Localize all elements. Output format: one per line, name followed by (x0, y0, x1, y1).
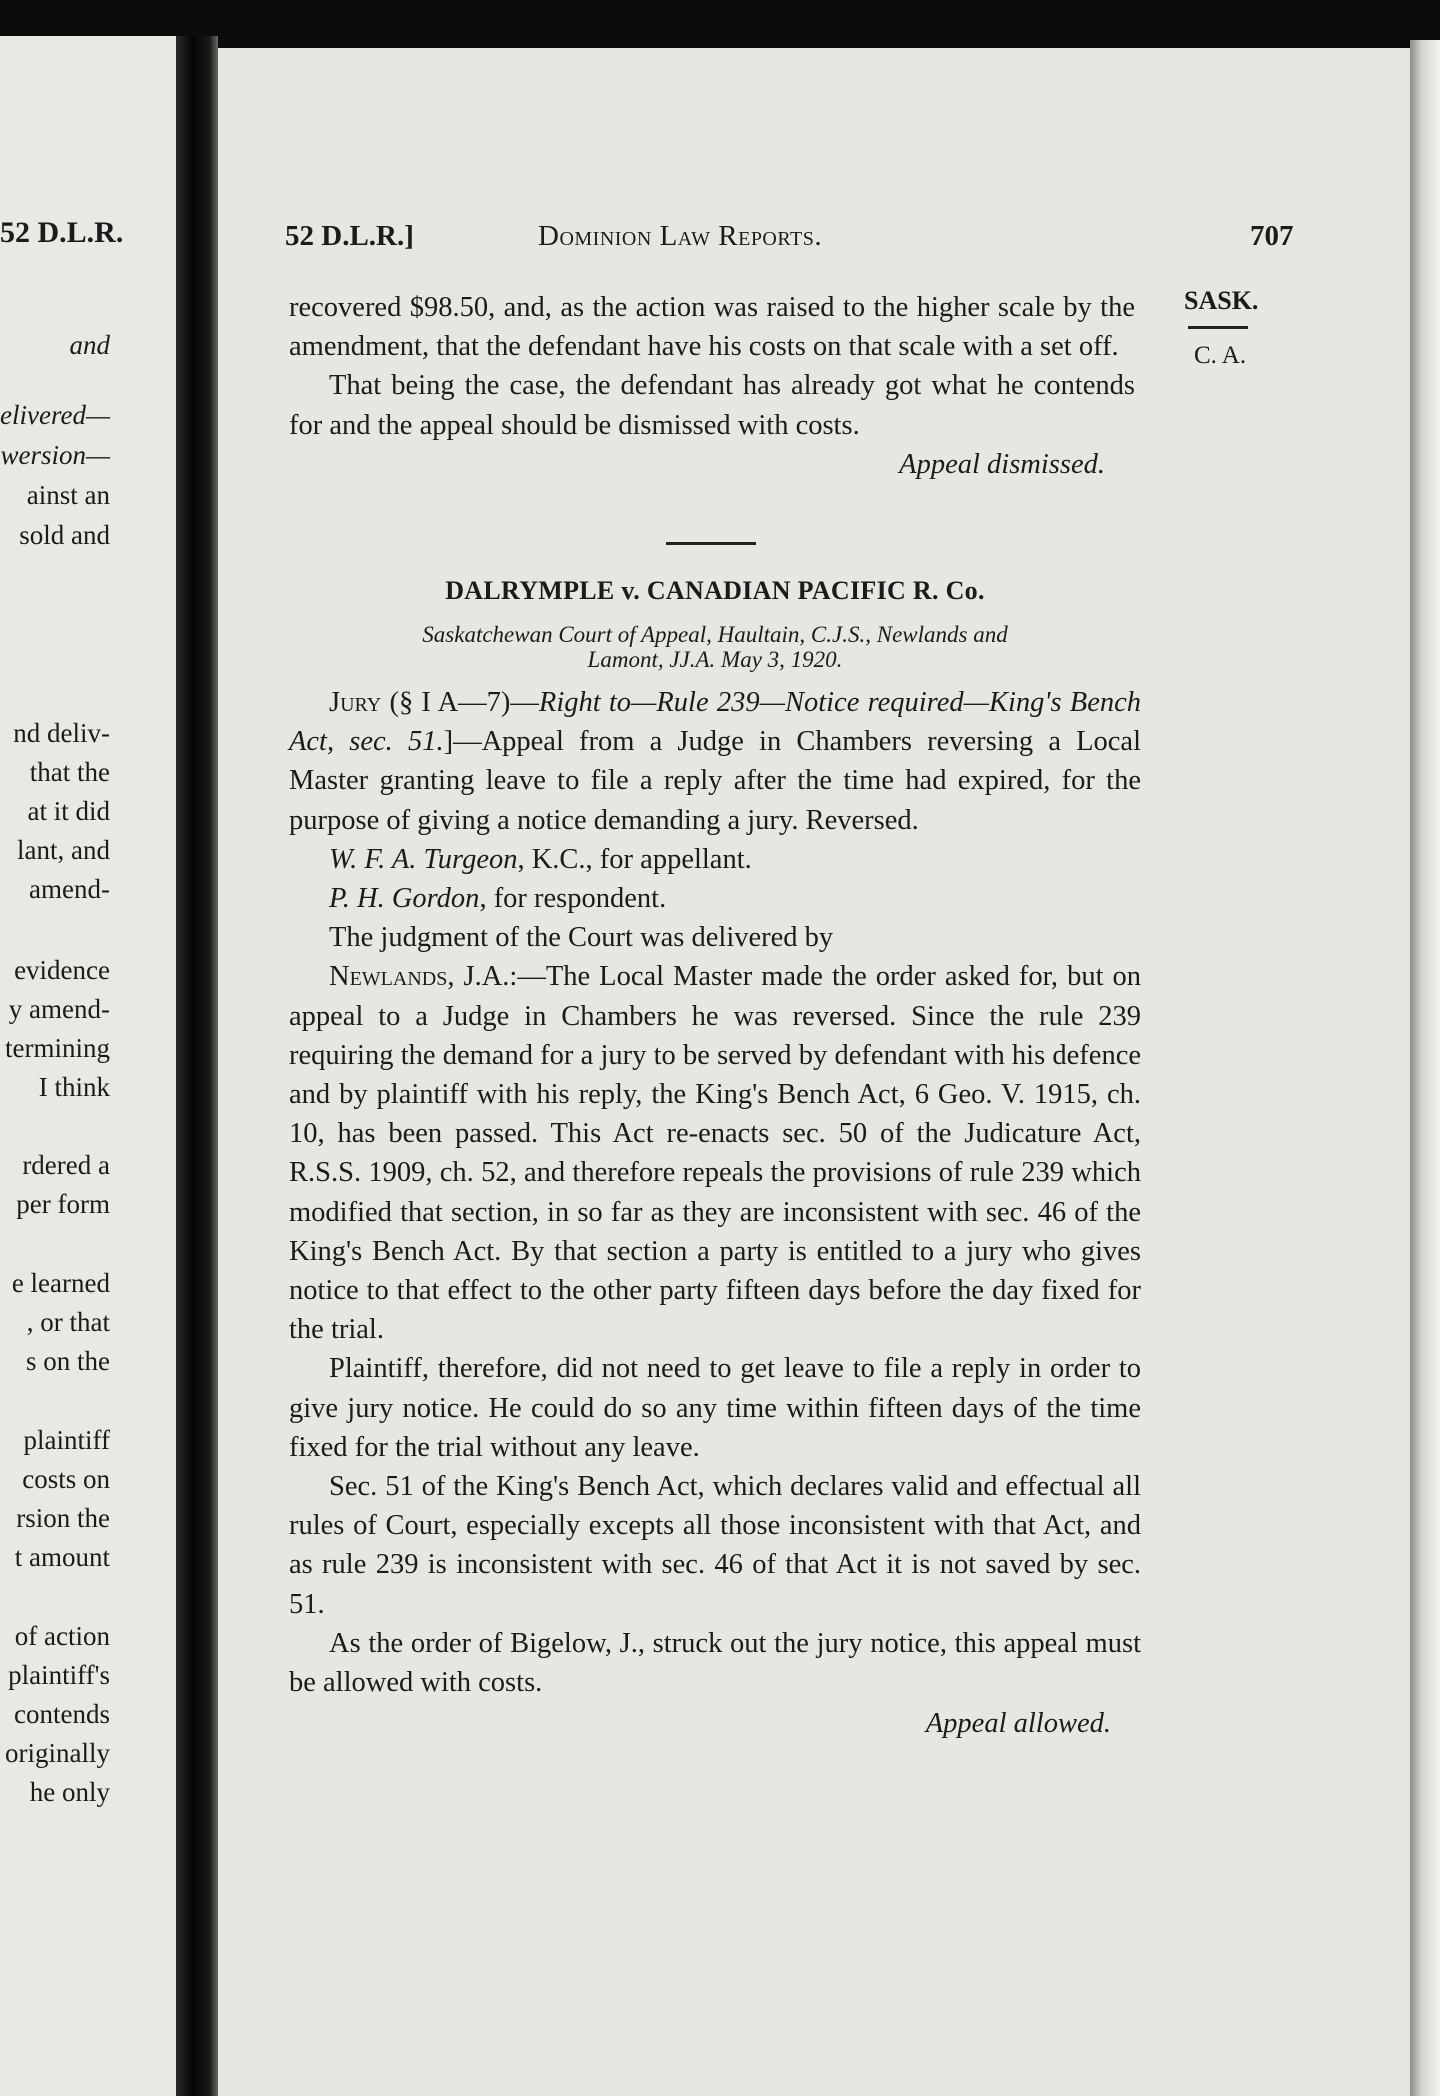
facing-page-line: nd deliv- (13, 718, 110, 748)
opinion-paragraph: Sec. 51 of the King's Bench Act, which declares valid and effectual all rules of Court, especially excepts all those inconsistent with that Act, and as rule 239 is inconsistent with sec. 46 of that Act it is not saved by sec. 51. (289, 1471, 1141, 1620)
running-head-title (538, 220, 822, 253)
facing-page-running-head: 52 D.L.R. (0, 216, 124, 249)
opinion-paragraph (289, 957, 1141, 1349)
facing-page-line: plaintiff's (8, 1660, 110, 1690)
counsel-name: P. H. Gordon (329, 883, 480, 915)
facing-page-line: that the (29, 757, 110, 787)
counsel-role: , K.C., for appellant. (517, 843, 752, 875)
facing-page-line: elivered— (0, 400, 110, 430)
margin-rule (1188, 326, 1248, 329)
opinion-text: :—The Local Master made the order asked for, but on appeal to a Judge in Chambers he was reversed. Since the rule 239 requiring the demand for a jury to be served by defendant with his defence and by plaintiff with his reply, the King's Bench Act, 6 Geo. V. 1915, ch. 10, has been passed. This Act re-enacts sec. 50 of the Judicature Act, R.S.S. 1909, ch. 52, and therefore repeals the provisions of rule 239 which modified that section, in so far as they are inconsistent with sec. 46 of the King's Bench Act. By that section a party is entitled to a jury who gives notice to that effect to the other party fifteen days before the day fixed for the trial. (289, 961, 1141, 1346)
running-head-volume: 52 D.L.R.] (285, 220, 414, 252)
facing-page-line: amend- (29, 874, 110, 904)
book-gutter (176, 36, 218, 2096)
counsel-name: W. F. A. Turgeon (329, 843, 518, 875)
headnote-summary: ]—Appeal from a Judge in Chambers reversing a Local Master granting leave to file a reply after the time had expired, for the purpose of giving a notice demanding a jury. Reversed. (289, 726, 1142, 836)
case-body (289, 683, 1141, 1743)
headnote-catchwords: Right to—Rule 239—Notice required—King's Bench Act, sec. 51. (289, 687, 1141, 758)
counsel-role: , for respondent. (479, 883, 667, 915)
margin-court: SASK. (1184, 286, 1259, 315)
facing-page-fragment (0, 36, 176, 2096)
headnote-section: (§ I A—7)— (381, 687, 539, 718)
opinion-paragraph: As the order of Bigelow, J., struck out the jury notice, this appeal must be allowed with costs. (289, 1627, 1141, 1699)
facing-page-line: ainst an (26, 480, 110, 510)
case-separator (666, 542, 756, 545)
paragraph: recovered $98.50, and, as the action was raised to the higher scale by the amendment, that the defendant have his costs on that scale with a set off. (289, 292, 1135, 363)
facing-page-line: rdered a (22, 1150, 110, 1180)
facing-page-line: he only (29, 1777, 110, 1807)
facing-page-line: wersion— (0, 440, 110, 470)
facing-page-line: e learned (11, 1268, 110, 1298)
counsel-appellant (289, 840, 1141, 879)
opinion-paragraph: Plaintiff, therefore, did not need to get leave to file a reply in order to give jury notice. He could do so any time within fifteen days of the time fixed for the trial without any leave. (289, 1353, 1141, 1463)
headnote (289, 683, 1141, 840)
judge-name: Newlands, J.A. (329, 961, 510, 993)
court-line-1: Saskatchewan Court of Appeal, Haultain, C.J.S., Newlands and (422, 622, 1008, 647)
facing-page-line: y amend- (8, 994, 110, 1024)
facing-page-line: s on the (26, 1346, 110, 1376)
facing-page-line: and (69, 330, 110, 360)
facing-page-line: lant, and (17, 835, 110, 865)
margin-division: C. A. (1194, 342, 1247, 369)
facing-page-line: evidence (14, 955, 110, 985)
facing-page-line: per form (16, 1189, 110, 1219)
facing-page-line: t amount (14, 1542, 110, 1572)
court-line-2: Lamont, JJ.A. May 3, 1920. (587, 647, 843, 672)
disposition: Appeal allowed. (925, 1708, 1111, 1740)
disposition: Appeal dismissed. (899, 448, 1105, 480)
facing-page-line: originally (5, 1738, 110, 1768)
delivered-by: The judgment of the Court was delivered by (329, 922, 834, 954)
paragraph: That being the case, the defendant has already got what he contends for and the appeal should be dismissed with costs. (289, 370, 1135, 441)
facing-page-line: I think (38, 1072, 110, 1102)
facing-page-line: , or that (26, 1307, 110, 1337)
facing-page-line: plaintiff (23, 1425, 110, 1455)
case-title: DALRYMPLE v. CANADIAN PACIFIC R. Co. (445, 576, 985, 605)
facing-page-line: contends (14, 1699, 110, 1729)
headnote-topic: Jury (329, 687, 382, 718)
facing-page-line: sold and (19, 520, 110, 550)
facing-page-line: rsion the (16, 1503, 110, 1533)
prior-case-conclusion (289, 288, 1135, 484)
facing-page-line: at it did (27, 796, 110, 826)
court-line (289, 622, 1141, 672)
facing-page-line: termining (5, 1033, 110, 1063)
facing-page-line: of action (14, 1621, 110, 1651)
counsel-respondent (289, 879, 1141, 918)
journal-title: Dominion Law Reports. (538, 220, 823, 252)
page-number: 707 (1250, 220, 1294, 252)
page-edge (1410, 40, 1440, 2096)
facing-page-line: costs on (22, 1464, 110, 1494)
